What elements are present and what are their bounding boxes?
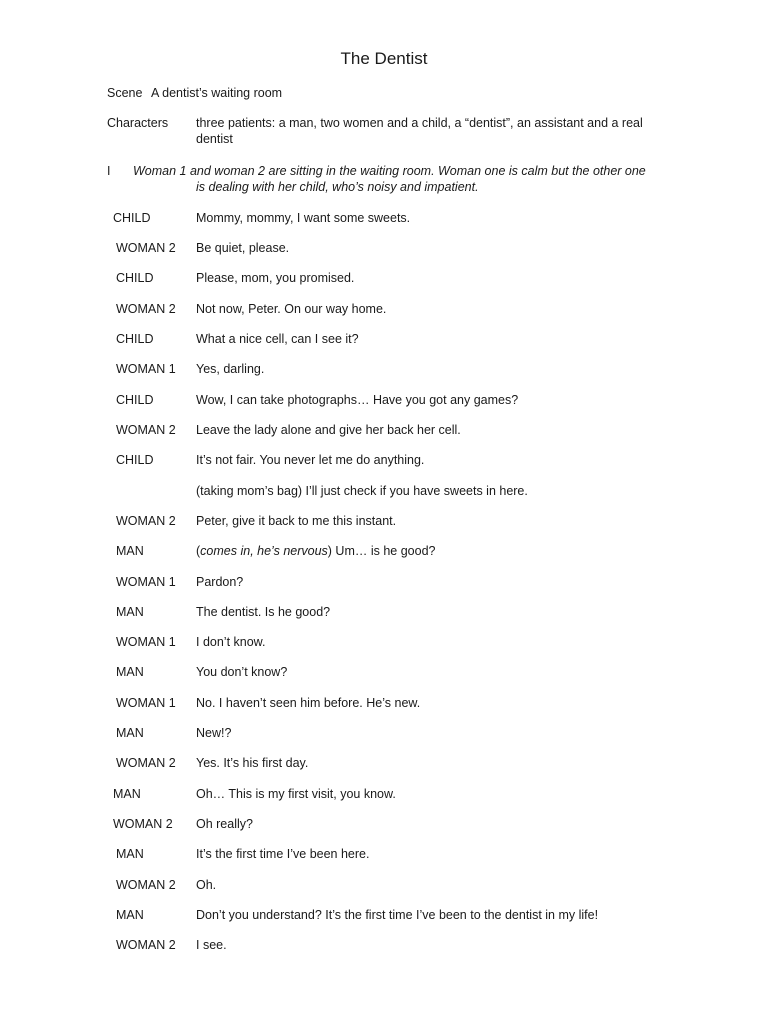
stage-direction xyxy=(133,163,668,195)
dialogue-text-rest: ) Um… is he good? xyxy=(327,544,436,558)
dialogue-text: It’s the first time I’ve been here. xyxy=(196,847,370,861)
dialogue-text: Pardon? xyxy=(196,575,244,589)
stage-direction-inline: comes in, he’s nervous xyxy=(200,544,328,558)
speaker-name: WOMAN 2 xyxy=(116,878,176,892)
dialogue-text: I don’t know. xyxy=(196,635,266,649)
dialogue-text: New!? xyxy=(196,726,232,740)
dialogue-line xyxy=(0,846,768,866)
stage-direction-line-2: is dealing with her child, who’s noisy and impatient. xyxy=(196,180,479,194)
speaker-name: CHILD xyxy=(116,453,154,467)
dialogue-line xyxy=(0,877,768,897)
dialogue-line xyxy=(0,483,768,503)
dialogue-line xyxy=(0,755,768,775)
dialogue-line xyxy=(0,907,768,927)
stage-direction-number: I xyxy=(107,164,111,178)
dialogue-line xyxy=(0,695,768,715)
speaker-name: MAN xyxy=(113,787,141,801)
scene-text: A dentist’s waiting room xyxy=(151,86,283,100)
dialogue-line xyxy=(0,361,768,381)
dialogue-line xyxy=(0,664,768,684)
speaker-name: MAN xyxy=(116,605,144,619)
dialogue-line xyxy=(0,392,768,412)
dialogue-line xyxy=(0,513,768,533)
dialogue-text: Oh… This is my first visit, you know. xyxy=(196,787,396,801)
speaker-name: CHILD xyxy=(113,211,151,225)
speaker-name: CHILD xyxy=(116,271,154,285)
dialogue-text: I see. xyxy=(196,938,227,952)
dialogue-line xyxy=(0,331,768,351)
dialogue-line xyxy=(0,301,768,321)
dialogue-line xyxy=(0,725,768,745)
dialogue-line xyxy=(0,574,768,594)
speaker-name: MAN xyxy=(116,908,144,922)
dialogue-text: Wow, I can take photographs… Have you got any games? xyxy=(196,393,519,407)
speaker-name: WOMAN 1 xyxy=(116,635,176,649)
speaker-name: CHILD xyxy=(116,393,154,407)
dialogue-line xyxy=(0,270,768,290)
speaker-name: WOMAN 2 xyxy=(116,938,176,952)
speaker-name: WOMAN 2 xyxy=(116,302,176,316)
dialogue-text: Not now, Peter. On our way home. xyxy=(196,302,387,316)
dialogue-line xyxy=(0,786,768,806)
speaker-name: WOMAN 2 xyxy=(116,514,176,528)
dialogue-line xyxy=(0,634,768,654)
dialogue-text: Mommy, mommy, I want some sweets. xyxy=(196,211,411,225)
dialogue-text: Please, mom, you promised. xyxy=(196,271,355,285)
dialogue-text: What a nice cell, can I see it? xyxy=(196,332,359,346)
dialogue-text-open: ( xyxy=(196,544,201,558)
scene-label: Scene xyxy=(107,86,143,100)
stage-direction-line-1: Woman 1 and woman 2 are sitting in the waiting room. Woman one is calm but the other one xyxy=(133,164,646,178)
dialogue-text: It’s not fair. You never let me do anything. xyxy=(196,453,425,467)
speaker-name: MAN xyxy=(116,665,144,679)
dialogue-line xyxy=(0,422,768,442)
dialogue-text xyxy=(196,543,435,559)
characters-text: three patients: a man, two women and a child, a “dentist”, an assistant and a real dentist xyxy=(196,116,643,146)
dialogue-text: Yes. It’s his first day. xyxy=(196,756,309,770)
speaker-name: WOMAN 1 xyxy=(116,575,176,589)
dialogue-text: Yes, darling. xyxy=(196,362,265,376)
dialogue-text: Oh really? xyxy=(196,817,253,831)
speaker-name: WOMAN 2 xyxy=(116,423,176,437)
dialogue-line xyxy=(0,240,768,260)
dialogue-text: Peter, give it back to me this instant. xyxy=(196,514,397,528)
dialogue-text: Oh. xyxy=(196,878,217,892)
dialogue-line xyxy=(0,816,768,836)
dialogue-line xyxy=(0,452,768,472)
dialogue-text: (taking mom’s bag) I’ll just check if you have sweets in here. xyxy=(196,484,528,498)
dialogue-text: No. I haven’t seen him before. He’s new. xyxy=(196,696,421,710)
speaker-name: MAN xyxy=(116,544,144,558)
speaker-name: WOMAN 2 xyxy=(116,241,176,255)
speaker-name: CHILD xyxy=(116,332,154,346)
speaker-name: WOMAN 1 xyxy=(116,362,176,376)
speaker-name: WOMAN 2 xyxy=(116,756,176,770)
dialogue-text: You don’t know? xyxy=(196,665,288,679)
characters-label: Characters xyxy=(107,116,169,130)
speaker-name: WOMAN 2 xyxy=(113,817,173,831)
dialogue-line xyxy=(0,604,768,624)
dialogue-line xyxy=(0,210,768,230)
speaker-name: MAN xyxy=(116,847,144,861)
speaker-name: WOMAN 1 xyxy=(116,696,176,710)
dialogue-text: Be quiet, please. xyxy=(196,241,290,255)
page-title: The Dentist xyxy=(340,49,428,68)
dialogue-line xyxy=(0,937,768,957)
dialogue-text: Leave the lady alone and give her back her cell. xyxy=(196,423,461,437)
dialogue-text: The dentist. Is he good? xyxy=(196,605,331,619)
speaker-name: MAN xyxy=(116,726,144,740)
dialogue-text: Don’t you understand? It’s the first time I’ve been to the dentist in my life! xyxy=(196,908,599,922)
dialogue-line xyxy=(0,543,768,563)
